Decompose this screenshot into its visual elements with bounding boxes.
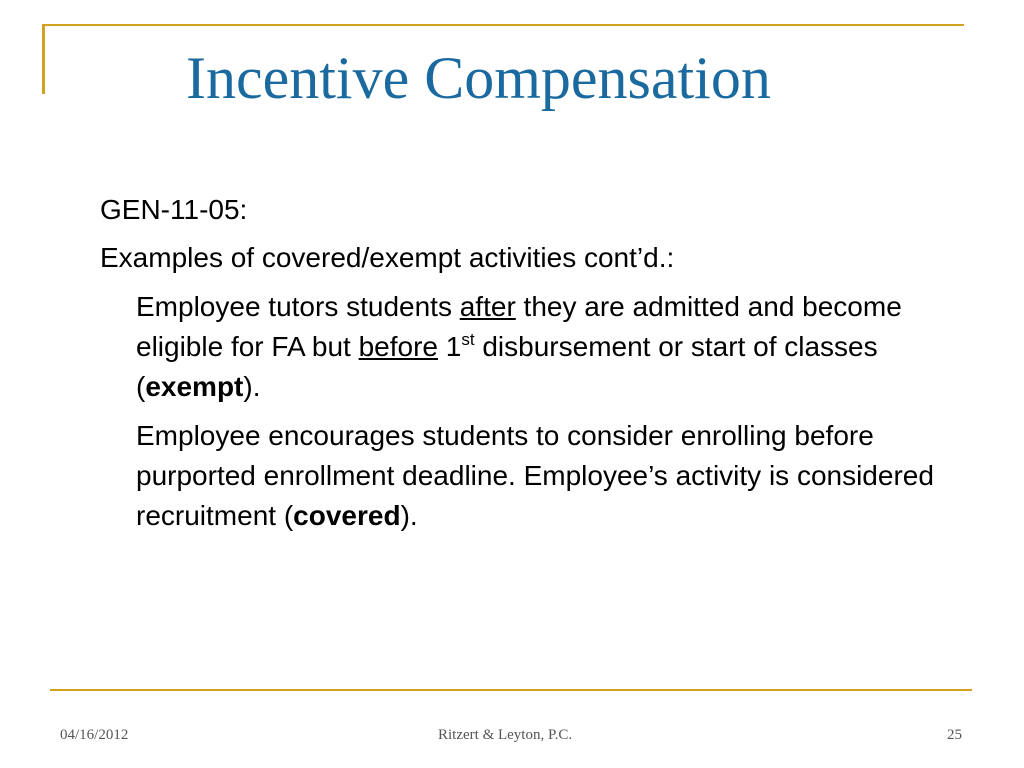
example1-text: they are admitted and become eligible for FA but [136, 290, 902, 362]
example1-text: Employee tutors students [136, 290, 460, 322]
exempt-label: exempt [145, 371, 244, 403]
footer-page-number: 25 [947, 727, 962, 743]
example2-text: ). [400, 500, 418, 532]
example2-text: Employee encourages students to consider enrolling before purported enrollment deadline. Employee’s activity is considered recruitment ( [136, 419, 934, 532]
after-emphasis: after [459, 290, 516, 322]
before-emphasis: before [358, 330, 438, 362]
top-border-line [42, 24, 964, 26]
footer-divider [50, 689, 972, 691]
covered-label: covered [293, 500, 401, 532]
footer-firm-name: Ritzert & Leyton, P.C. [438, 727, 573, 743]
slide-body [100, 190, 970, 545]
example-covered [136, 416, 970, 537]
slide-title: Incentive Compensation [186, 45, 771, 111]
example1-text: ). [243, 371, 261, 403]
bullet-heading: GEN-11-05: [100, 194, 248, 225]
example1-text: 1 [437, 330, 462, 362]
ordinal-suffix: st [461, 329, 475, 349]
footer-date: 04/16/2012 [60, 727, 129, 743]
example-exempt [136, 287, 970, 408]
bullet-subheading: Examples of covered/exempt activities cont’d.: [100, 242, 675, 274]
left-border-line [42, 24, 45, 94]
example1-text: disbursement or start of classes ( [136, 330, 878, 403]
